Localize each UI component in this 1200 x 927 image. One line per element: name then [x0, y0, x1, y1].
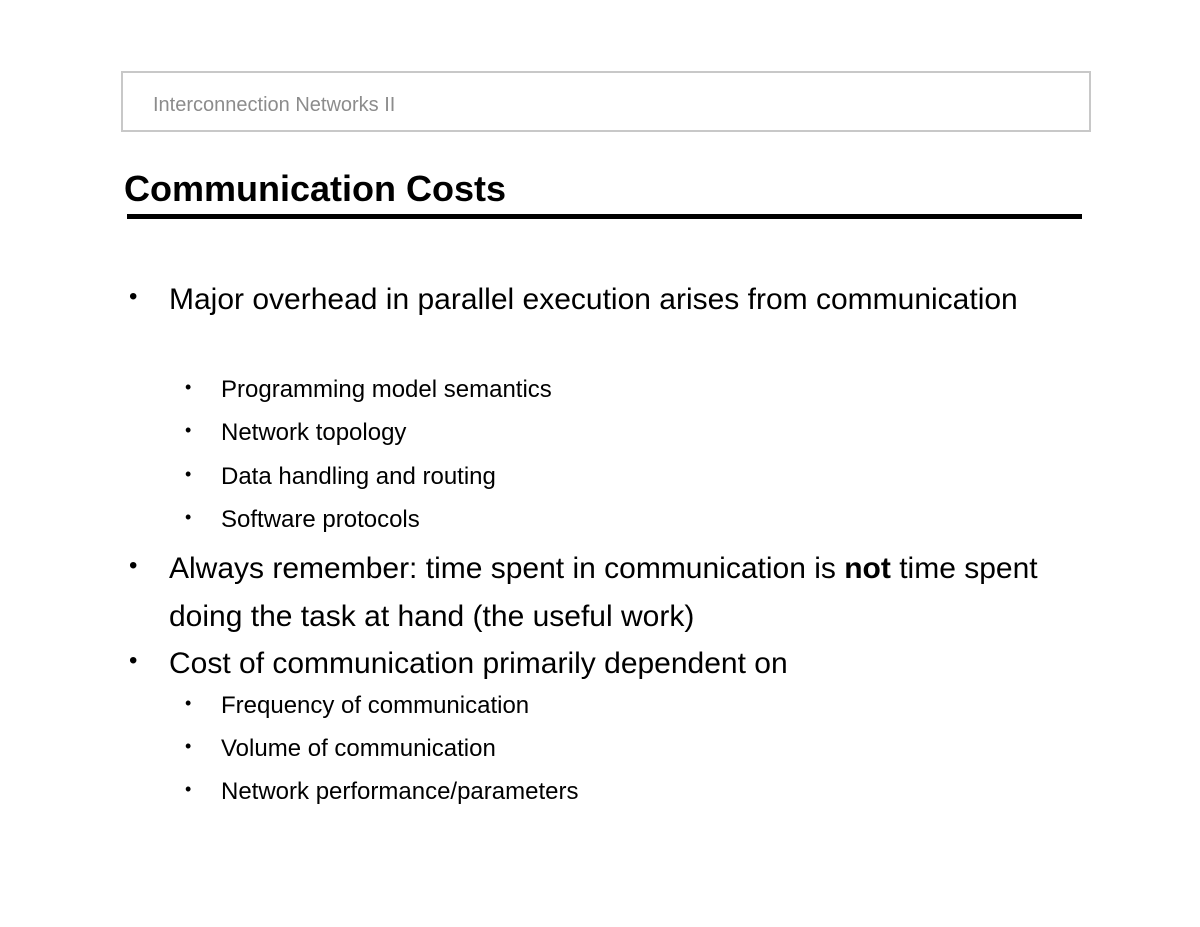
bullet-item — [129, 545, 1069, 641]
bullet-dot-icon: • — [185, 779, 192, 799]
sub-bullet-item — [185, 505, 1021, 535]
bullet-text: Cost of communication primarily dependent on — [169, 647, 788, 680]
sub-bullet-item — [185, 375, 1021, 405]
bullet-dot-icon: • — [185, 736, 192, 756]
sub-bullet-text: Data handling and routing — [221, 463, 496, 490]
sub-bullet-text: Software protocols — [221, 506, 420, 533]
bullet-text-bold: not — [844, 552, 891, 585]
bullet-dot-icon: • — [185, 464, 192, 484]
header-box — [121, 71, 1091, 132]
sub-bullet-item — [185, 462, 1021, 492]
bullet-dot-icon: • — [185, 507, 192, 527]
bullet-text: Major overhead in parallel execution arises from communication — [169, 283, 1018, 316]
sub-bullet-text: Frequency of communication — [221, 692, 530, 719]
slide-title: Communication Costs — [124, 168, 507, 209]
bullet-dot-icon: • — [129, 552, 138, 579]
bullet-dot-icon: • — [129, 647, 138, 674]
title-underline — [127, 214, 1082, 219]
bullet-dot-icon: • — [185, 377, 192, 397]
sub-bullet-item — [185, 734, 1021, 764]
sub-bullet-text: Network performance/parameters — [221, 778, 579, 805]
bullet-dot-icon: • — [129, 283, 138, 310]
bullet-item — [129, 640, 1069, 688]
header-title: Interconnection Networks II — [153, 94, 396, 116]
bullet-item — [129, 276, 1069, 324]
sub-bullet-text: Programming model semantics — [221, 376, 552, 403]
sub-bullet-item — [185, 691, 1021, 721]
bullet-dot-icon: • — [185, 420, 192, 440]
bullet-text-after: time spent doing the task at hand (the useful work) — [169, 552, 1038, 633]
sub-bullet-text: Volume of communication — [221, 735, 496, 762]
sub-bullet-item — [185, 418, 1021, 448]
sub-bullet-item — [185, 777, 1021, 807]
sub-bullet-text: Network topology — [221, 419, 407, 446]
bullet-dot-icon: • — [185, 693, 192, 713]
bullet-text-before: Always remember: time spent in communication is — [169, 552, 845, 585]
